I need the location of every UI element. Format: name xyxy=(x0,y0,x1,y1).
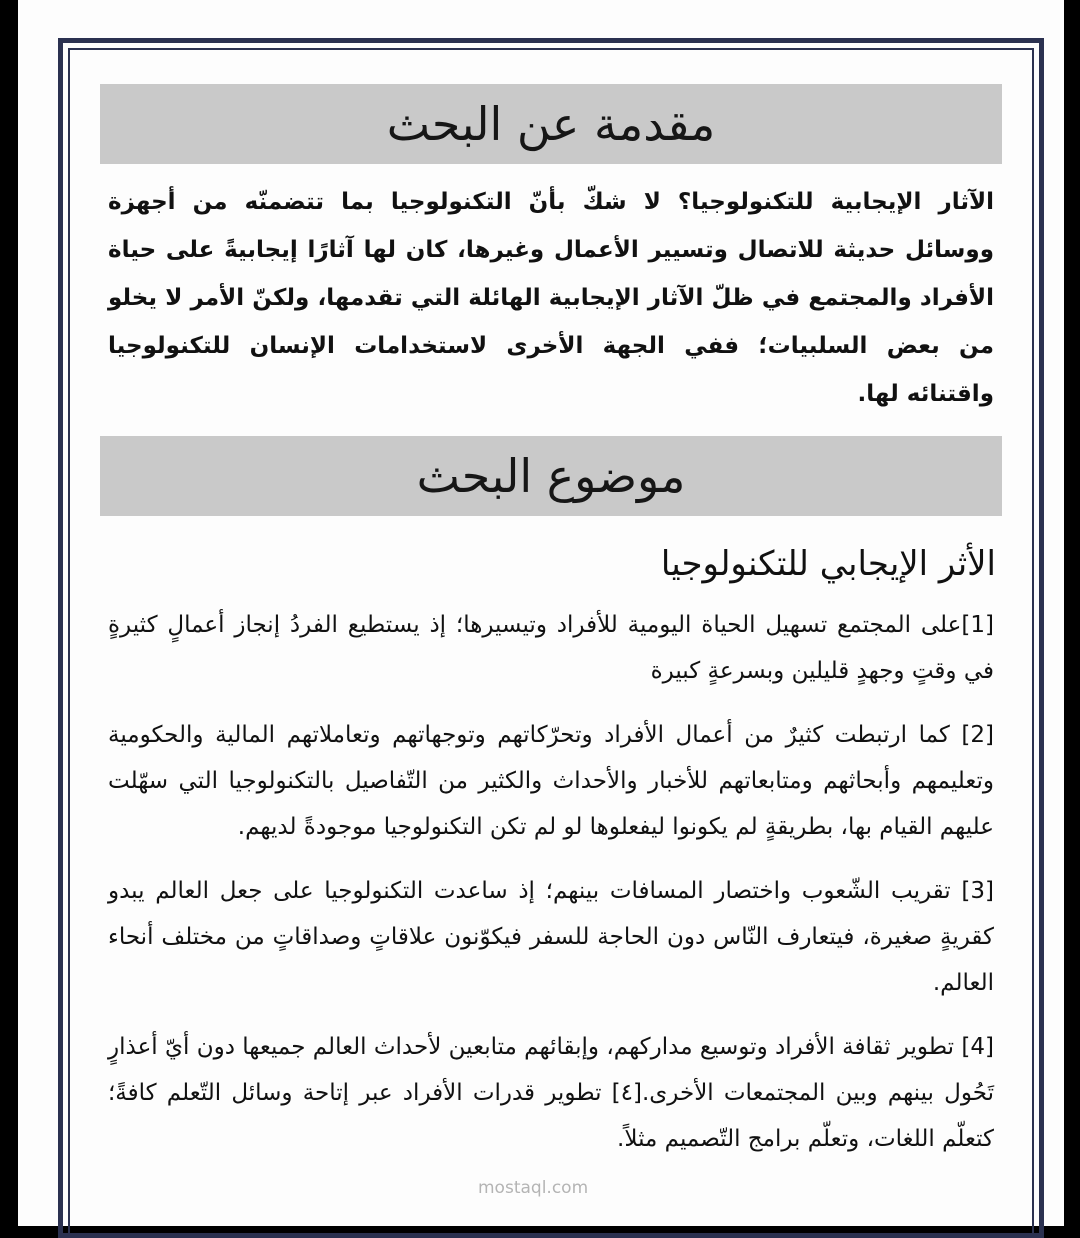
intro-paragraph: الآثار الإيجابية للتكنولوجيا؟ لا شكّ بأنّ التكنولوجيا بما تتضمنّه من أجهزة ووسائل حديثة للاتصال وتسيير الأعمال وغيرها، كان لها آثارًا إيجابيةً على حياة الأفراد والمجتمع في ظلّ الآثار الإيجابية الهائلة التي تقدمها، ولكنّ الأمر لا يخلو من بعض السلبيات؛ ففي الجهة الأخرى لاستخدامات الإنسان للتكنولوجيا واقتنائه لها. xyxy=(108,189,994,407)
intro-section-heading: مقدمة عن البحث xyxy=(100,84,1002,164)
topic-section-heading: موضوع البحث xyxy=(100,436,1002,516)
watermark: mostaql.com xyxy=(478,1178,589,1198)
topic-subtitle: الأثر الإيجابي للتكنولوجيا xyxy=(660,544,996,584)
list-item: [2] كما ارتبطت كثيرٌ من أعمال الأفراد وتحرّكاتهم وتوجهاتهم وتعاملاتهم المالية والحكومية وتعليمهم وأبحاثهم ومتابعاتهم للأخبار والأحداث والكثير من التّفاصيل بالتكنولوجيا التي سهّلت عليهم القيام بها، بطريقةٍ لم يكونوا ليفعلوها لو لم تكن التكنولوجيا موجودةً لديهم. xyxy=(108,722,994,840)
document-content xyxy=(100,84,1002,1162)
list-item: [4] تطوير ثقافة الأفراد وتوسيع مداركهم، وإبقائهم متابعين لأحداث العالم جميعها دون أيّ أعذارٍ تَحُول بينهم وبين المجتمعات الأخرى.[٤] تطوير قدرات الأفراد عبر إتاحة وسائل التّعلم كافةً؛ كتعلّم اللغات، وتعلّم برامج التّصميم مثلاً. xyxy=(108,1034,994,1152)
list-item: [3] تقريب الشّعوب واختصار المسافات بينهم؛ إذ ساعدت التكنولوجيا على جعل العالم يبدو كقريةٍ صغيرة، فيتعارف النّاس دون الحاجة للسفر فيكوّنون علاقاتٍ وصداقاتٍ من مختلف أنحاء العالم. xyxy=(108,878,994,996)
list-item: [1]على المجتمع تسهيل الحياة اليومية للأفراد وتيسيرها؛ إذ يستطيع الفردُ إنجاز أعمالٍ كثيرةٍ في وقتٍ وجهدٍ قليلين وبسرعةٍ كبيرة xyxy=(108,612,994,684)
